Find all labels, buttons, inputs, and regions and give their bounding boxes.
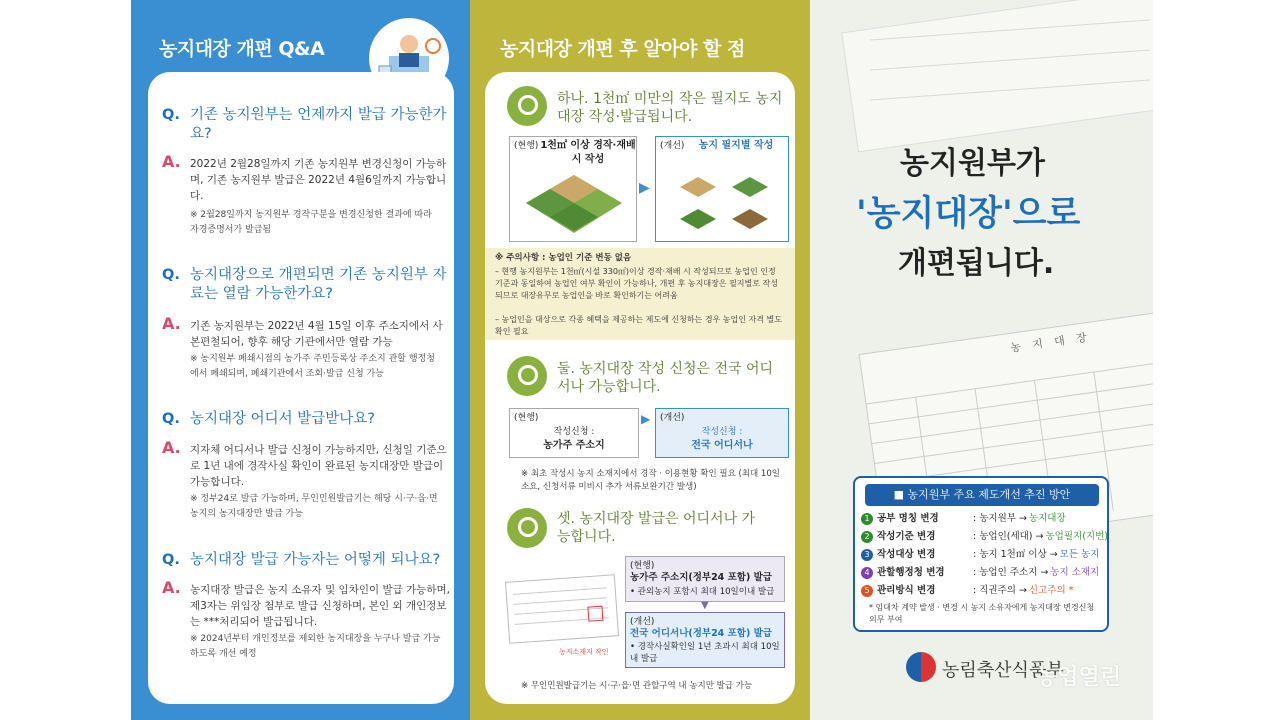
q-label: Q. xyxy=(162,107,180,123)
item-label: 관리방식 변경 xyxy=(877,585,936,596)
arrow-down-icon: ▼ xyxy=(701,600,709,611)
q-label: Q. xyxy=(162,411,180,427)
improved-tag: (개선) xyxy=(660,413,685,423)
improved-box-3 xyxy=(625,612,785,668)
caution-note: – 현행 농지원부는 1천㎡(시설 330㎡)이상 경작·재배 시 작성되므로 농업인 인정 기준과 동일하여 농업인 여부 확인이 가능하나, 개편 후 농지대장은 필지별로 작성되므로 대장유무로 농업인을 바로 확인하기는 어려움 xyxy=(495,267,778,300)
magnifier-farmer-icon xyxy=(507,86,547,126)
qa-panel xyxy=(131,0,470,720)
question-4 xyxy=(162,551,441,570)
current-box-1 xyxy=(509,136,637,242)
parcel-tiles-illustration xyxy=(672,173,776,237)
item-label: 작성대상 변경 xyxy=(877,549,936,560)
section-3-note: ※ 무인민원발급기는 시·구·읍·면 관할구역 내 농지만 발급 가능 xyxy=(521,681,753,691)
cover-panel xyxy=(810,0,1153,720)
item-to: 모든 농지 xyxy=(1059,549,1100,560)
answer-text: 농지대장 발급은 농지 소유자 및 임차인이 발급 가능하며, 제3자는 위임장 첨부로 발급 신청하며, 본인 외 개인정보는 ***처리되어 발급됩니다. xyxy=(190,584,450,628)
improved-box-2 xyxy=(655,408,789,458)
item-to: 농지 소재지 xyxy=(1050,567,1100,578)
improvement-box-title: ■ 농지원부 주요 제도개선 추진 방안 xyxy=(865,484,1099,506)
improvement-item xyxy=(861,528,1107,546)
question-1 xyxy=(162,106,447,142)
item-from: : 농업인(세대) → xyxy=(973,531,1044,542)
a-label: A. xyxy=(162,438,181,457)
doc-stamp-label: 농지소재지 작인 xyxy=(559,648,609,656)
headline-line-2: '농지대장'으로 xyxy=(856,194,1081,234)
improvement-item xyxy=(861,546,1107,564)
magnifier-windmill-icon xyxy=(507,508,547,548)
improved-text: 전국 어디서나 xyxy=(691,440,753,451)
current-text: 농가주 주소지(정부24 포함) 발급 xyxy=(630,572,772,583)
answer-text: 2022년 2월28일까지 기존 농지원부 변경신청이 가능하며, 기존 농지원부 발급은 2022년 4월6일까지 가능합니다. xyxy=(190,158,447,202)
item-to: 농지대장 xyxy=(1028,513,1066,524)
improved-tag: (개선) xyxy=(630,617,655,627)
caution-note: – 농업인을 대상으로 각종 혜택을 제공하는 제도에 신청하는 경우 농업인 자격 별도확인 필요 xyxy=(495,315,782,336)
improved-text: 전국 어디서나(정부24 포함) 발급 xyxy=(630,628,772,639)
improvement-item xyxy=(861,582,1107,600)
question-text: 농지대장으로 개편되면 기존 농지원부 자료는 열람 가능한가요? xyxy=(190,267,447,302)
question-2 xyxy=(162,266,447,302)
q-label: Q. xyxy=(162,552,180,568)
improved-tag: (개선) xyxy=(660,141,685,151)
improved-text: 농지 필지별 작성 xyxy=(698,140,774,151)
current-text: 농가주 주소지 xyxy=(543,440,605,451)
improvement-item xyxy=(861,510,1107,528)
a-label: A. xyxy=(162,152,181,171)
a-label: A. xyxy=(162,578,181,597)
answer-note: ※ 2024년부터 개인정보를 제외한 농지대장을 누구나 발급 가능하도록 개선 예정 xyxy=(190,634,441,659)
item-label: 관할행정청 변경 xyxy=(877,567,945,578)
improvement-note: * 임대차 계약 발생 · 변경 시 농지 소유자에게 농지대장 변경신청 의무 부여 xyxy=(869,603,1095,624)
item-label: 작성기준 변경 xyxy=(877,531,936,542)
changes-card xyxy=(485,72,795,704)
question-text: 기존 농지원부는 언제까지 발급 가능한가요? xyxy=(190,107,447,142)
current-box-3 xyxy=(625,556,785,602)
item-to: 신고주의 * xyxy=(1028,585,1074,596)
question-text: 농지대장 발급 가능자는 어떻게 되나요? xyxy=(190,552,441,568)
item-number-badge: 3 xyxy=(861,549,873,561)
panel-title: 농지대장 개편 Q&A xyxy=(159,38,325,60)
caution-notes xyxy=(485,248,795,340)
current-box-2 xyxy=(509,408,639,458)
item-number-badge: 1 xyxy=(861,513,873,525)
improvement-box xyxy=(853,476,1109,632)
answer-note: ※ 2월28일까지 농지원부 경작구분을 변경신청한 결과에 따라 자경증명서가 발급됨 xyxy=(190,210,432,235)
qa-card xyxy=(148,72,454,704)
item-from: : 농업인 주소지 → xyxy=(973,567,1049,578)
ministry-name: 농림축산식품부 xyxy=(942,660,1064,681)
current-sub: • 관외농지 포함시 최대 10일이내 발급 xyxy=(630,587,775,597)
headline-line-1: 농지원부가 xyxy=(900,146,1045,181)
current-tag: (현행) xyxy=(514,413,539,423)
current-tag: (현행) xyxy=(514,141,539,151)
arrow-right-icon: ▶ xyxy=(641,412,651,426)
ministry-logo xyxy=(906,652,936,682)
watermark-text: 농업열린 xyxy=(1036,665,1122,690)
current-tag: (현행) xyxy=(630,561,655,571)
item-from: : 농지원부 → xyxy=(973,513,1027,524)
question-3 xyxy=(162,410,375,429)
farm-field-illustration xyxy=(522,173,626,237)
document-title: 농 지 대 장 xyxy=(1009,330,1092,355)
current-sub: 작성신청 : xyxy=(553,427,595,437)
section-2-note: ※ 최초 작성시 농지 소재지에서 경작 · 이용현황 확인 필요 (최대 10일 소요, 신청서류 미비시 추가 서류보완기간 발생) xyxy=(521,469,780,492)
magnifier-plant-icon xyxy=(507,356,547,396)
document-illustration xyxy=(505,574,619,644)
arrow-right-icon: ▶ xyxy=(639,180,650,196)
improved-sub: • 경작사실확인일 1년 초과시 최대 10일내 발급 xyxy=(630,642,780,664)
a-label: A. xyxy=(162,314,181,333)
section-2-title: 둘. 농지대장 작성 신청은 전국 어디서나 가능합니다. xyxy=(557,361,774,395)
item-number-badge: 2 xyxy=(861,531,873,543)
answer-text: 기존 농지원부는 2022년 4월 15일 이후 주소지에서 사본편철되어, 향후 해당 기관에서만 열람 가능 xyxy=(190,320,443,348)
item-from: : 농지 1천㎡ 이상 → xyxy=(973,549,1058,560)
current-text: 1천㎡ 이상 경작·재배 시 작성 xyxy=(540,140,636,165)
section-3-title: 셋. 농지대장 발급은 어디서나 가능합니다. xyxy=(557,511,756,545)
changes-panel xyxy=(470,0,810,720)
headline-line-3: 개편됩니다. xyxy=(898,246,1055,281)
item-number-badge: 5 xyxy=(861,585,873,597)
item-to: 농업필지(지번) xyxy=(1045,531,1108,542)
panel-title: 농지대장 개편 후 알아야 할 점 xyxy=(500,38,745,60)
improved-box-1 xyxy=(655,136,789,242)
item-from: : 직권주의 → xyxy=(973,585,1027,596)
item-number-badge: 4 xyxy=(861,567,873,579)
caution-title: ※ 주의사항 : 농업인 기준 변동 없음 xyxy=(495,253,632,263)
answer-note: ※ 농지원부 폐쇄시점의 농가주 주민등록상 주소지 관할 행정청에서 폐쇄되며, 폐쇄기관에서 조회·발급 신청 가능 xyxy=(190,354,435,379)
q-label: Q. xyxy=(162,267,180,283)
section-1-title: 하나. 1천㎡ 미만의 작은 필지도 농지대장 작성·발급됩니다. xyxy=(557,91,783,125)
answer-text: 지자체 어디서나 발급 신청이 가능하지만, 신청일 기준으로 1년 내에 경작사실 확인이 완료된 농지대장만 발급이 가능합니다. xyxy=(190,444,447,488)
improvement-list xyxy=(861,510,1107,600)
improved-sub: 작성신청 : xyxy=(701,427,743,437)
improvement-item xyxy=(861,564,1107,582)
item-label: 공부 명칭 변경 xyxy=(877,513,939,524)
answer-note: ※ 정부24로 발급 가능하며, 무인민원발급기는 해당 시·구·읍·면 농지의 농지대장만 발급 가능 xyxy=(190,494,438,519)
question-text: 농지대장 어디서 발급받나요? xyxy=(190,411,375,427)
